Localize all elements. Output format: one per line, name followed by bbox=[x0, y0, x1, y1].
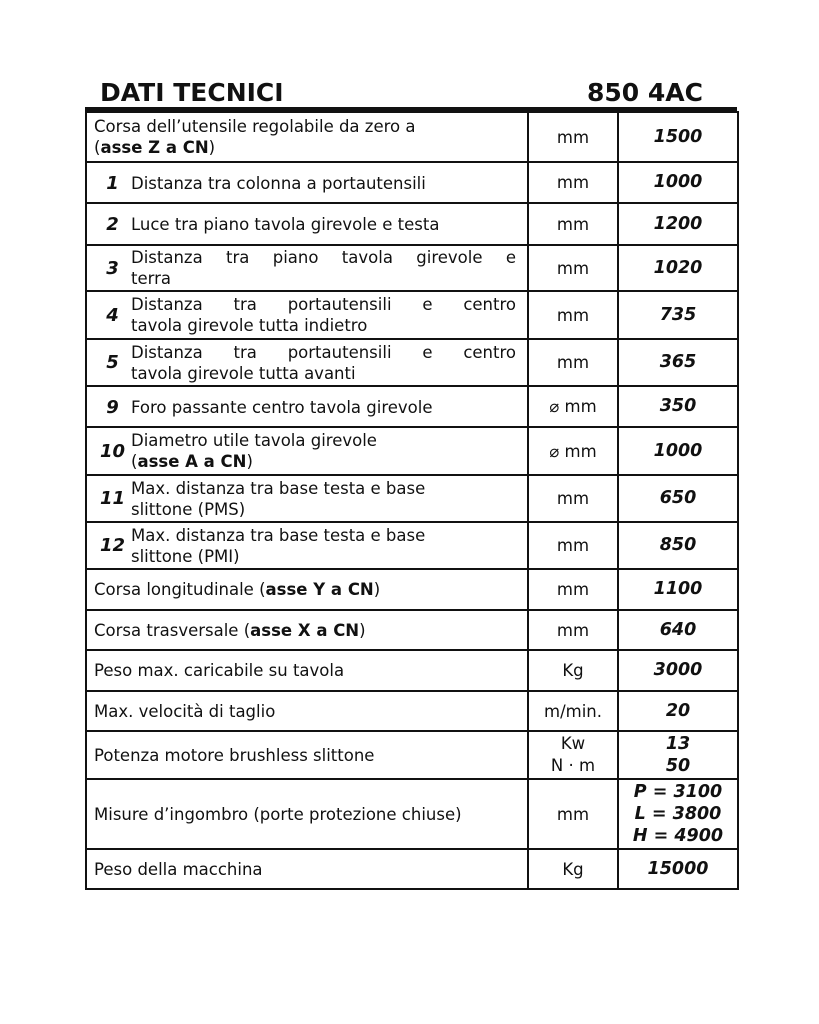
spec-unit: mm bbox=[528, 339, 618, 386]
axis-label: asse A a CN bbox=[137, 452, 247, 471]
spec-description: Potenza motore brushless slittone bbox=[86, 731, 528, 779]
spec-value: 13 50 bbox=[618, 731, 738, 779]
diagram-ref-number: 1 bbox=[106, 172, 119, 194]
spec-value: 650 bbox=[618, 475, 738, 522]
table-row bbox=[86, 112, 738, 162]
spec-unit: mm bbox=[528, 569, 618, 610]
spec-text: Distanza tra colonna a portautensili bbox=[131, 173, 426, 193]
spec-value: 3000 bbox=[618, 650, 738, 691]
spec-description: Corsa trasversale (asse X a CN) bbox=[86, 610, 528, 650]
spec-value: 1000 bbox=[618, 162, 738, 203]
spec-text: Max. distanza tra base testa e base slittone (PMI) bbox=[131, 525, 426, 566]
spec-value: 735 bbox=[618, 291, 738, 339]
spec-value: 365 bbox=[618, 339, 738, 386]
diagram-ref-number: 2 bbox=[106, 214, 119, 235]
spec-value: 1000 bbox=[618, 427, 738, 475]
spec-description: Max. velocità di taglio bbox=[86, 691, 528, 731]
spec-unit: mm bbox=[528, 162, 618, 203]
table-row bbox=[86, 291, 738, 339]
diagram-ref-number: 10 bbox=[99, 440, 126, 462]
spec-description bbox=[86, 339, 528, 386]
spec-text: (asse Z a CN) bbox=[94, 138, 216, 157]
spec-unit: mm bbox=[528, 522, 618, 569]
spec-text: Distanza tra portautensili e centro tavola girevole tutta avanti bbox=[131, 342, 516, 383]
table-row bbox=[86, 610, 738, 650]
spec-table bbox=[85, 111, 739, 890]
spec-description: Misure d’ingombro (porte protezione chiuse) bbox=[86, 779, 528, 849]
spec-text: Distanza tra piano tavola girevole e terra bbox=[131, 248, 516, 288]
spec-description bbox=[86, 291, 528, 339]
spec-text: Foro passante centro tavola girevole bbox=[131, 397, 433, 417]
axis-label: asse X a CN bbox=[250, 620, 360, 640]
spec-value: 1500 bbox=[618, 112, 738, 162]
model-name: 850 4AC bbox=[587, 78, 703, 107]
table-row bbox=[86, 427, 738, 475]
axis-label: asse Z a CN bbox=[100, 138, 209, 157]
table-row bbox=[86, 650, 738, 691]
spec-description: Peso max. caricabile su tavola bbox=[86, 650, 528, 691]
spec-description bbox=[86, 162, 528, 203]
diagram-ref-number: 12 bbox=[99, 535, 126, 556]
table-row bbox=[86, 162, 738, 203]
spec-text: Corsa dell’utensile regolabile da zero a bbox=[94, 117, 416, 136]
table-row bbox=[86, 691, 738, 731]
spec-unit: Kw N · m bbox=[528, 731, 618, 779]
table-row bbox=[86, 203, 738, 245]
spec-unit: mm bbox=[528, 291, 618, 339]
diagram-ref-number: 5 bbox=[106, 352, 119, 373]
spec-unit: mm bbox=[528, 203, 618, 245]
diagram-ref-number: 9 bbox=[106, 396, 119, 418]
spec-value: 640 bbox=[618, 610, 738, 650]
spec-text: Max. distanza tra base testa e base slittone (PMS) bbox=[131, 478, 426, 519]
table-row bbox=[86, 522, 738, 569]
spec-unit: mm bbox=[528, 610, 618, 650]
table-row bbox=[86, 779, 738, 849]
spec-text: Distanza tra portautensili e centro tavola girevole tutta indietro bbox=[131, 295, 516, 335]
spec-value: 1200 bbox=[618, 203, 738, 245]
spec-description bbox=[86, 427, 528, 475]
spec-unit: mm bbox=[528, 112, 618, 162]
diagram-ref-number: 3 bbox=[106, 257, 119, 279]
spec-unit: mm bbox=[528, 779, 618, 849]
spec-value: 15000 bbox=[618, 849, 738, 889]
spec-description bbox=[86, 475, 528, 522]
spec-description bbox=[86, 112, 528, 162]
table-row bbox=[86, 849, 738, 889]
table-row bbox=[86, 245, 738, 291]
axis-label: asse Y a CN bbox=[265, 580, 374, 599]
spec-unit: m/min. bbox=[528, 691, 618, 731]
table-row bbox=[86, 386, 738, 427]
spec-text: Diametro utile tavola girevole (asse A a CN) bbox=[131, 431, 377, 471]
spec-unit: mm bbox=[528, 475, 618, 522]
page-header bbox=[85, 78, 737, 108]
spec-unit: ⌀ mm bbox=[528, 427, 618, 475]
table-row bbox=[86, 339, 738, 386]
spec-value: 20 bbox=[618, 691, 738, 731]
spec-value: P = 3100 L = 3800 H = 4900 bbox=[618, 779, 738, 849]
spec-description bbox=[86, 386, 528, 427]
spec-value: 850 bbox=[618, 522, 738, 569]
spec-unit: Kg bbox=[528, 849, 618, 889]
spec-value: 1020 bbox=[618, 245, 738, 291]
diagram-ref-number: 11 bbox=[99, 488, 126, 509]
table-row bbox=[86, 569, 738, 610]
spec-unit: mm bbox=[528, 245, 618, 291]
table-row bbox=[86, 731, 738, 779]
spec-description bbox=[86, 522, 528, 569]
spec-description: Peso della macchina bbox=[86, 849, 528, 889]
spec-description: Corsa longitudinale (asse Y a CN) bbox=[86, 569, 528, 610]
spec-unit: Kg bbox=[528, 650, 618, 691]
spec-value: 350 bbox=[618, 386, 738, 427]
table-row bbox=[86, 475, 738, 522]
spec-value: 1100 bbox=[618, 569, 738, 610]
diagram-ref-number: 4 bbox=[106, 304, 119, 326]
spec-description bbox=[86, 203, 528, 245]
spec-unit: ⌀ mm bbox=[528, 386, 618, 427]
spec-description bbox=[86, 245, 528, 291]
spec-text: Luce tra piano tavola girevole e testa bbox=[131, 215, 440, 234]
page-title: DATI TECNICI bbox=[100, 78, 284, 107]
